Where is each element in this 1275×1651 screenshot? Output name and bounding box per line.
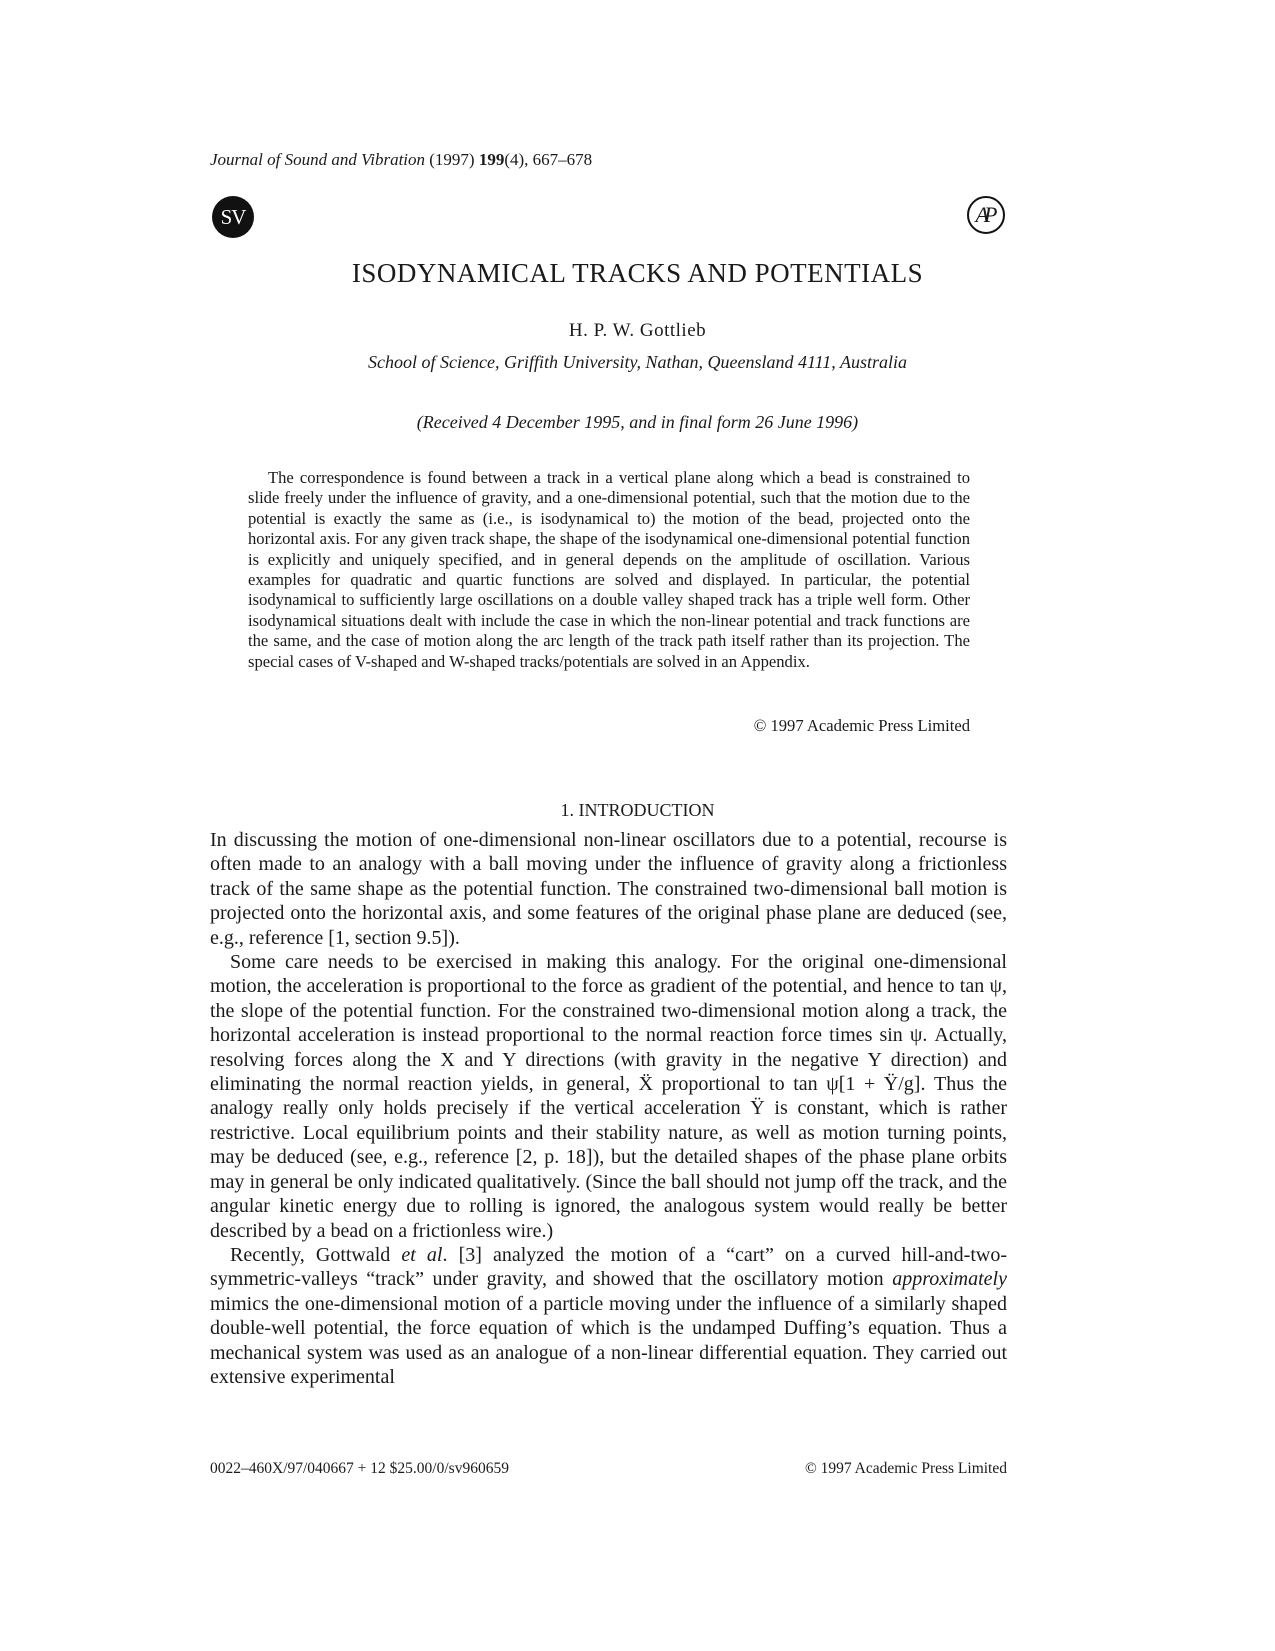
paragraph-3-tail: mimics the one-dimensional motion of a particle moving under the influence of a similarly shaped double-well potential, the force equation of which is the undamped Duffing’s equation. Thus a mechanical system was used as an analogue of a non-linear differential equation. They carried out extensive experimental	[210, 1292, 1007, 1388]
paragraph-3-emphasis: approximately	[892, 1268, 1007, 1291]
paragraph-3-etal: et al	[401, 1243, 443, 1266]
abstract-text: The correspondence is found between a track in a vertical plane along which a bead is constrained to slide freely under the influence of gravity, and a one-dimensional potential, such that the motion due to the potential is exactly the same as (i.e., is isodynamical to) the motion of the bead, projected onto the horizontal axis. For any given track shape, the shape of the isodynamical one-dimensional potential function is explicitly and uniquely specified, and in general depends on the amplitude of oscillation. Various examples for quadratic and quartic functions are solved and displayed. In particular, the potential isodynamical to sufficiently large oscillations on a double valley shaped track has a triple well form. Other isodynamical situations dealt with include the case in which the non-linear potential and track functions are the same, and the case of motion along the arc length of the track path itself rather than its projection. The special cases of V-shaped and W-shaped tracks/potentials are solved in an Appendix.	[248, 468, 970, 671]
author-name: H. P. W. Gottlieb	[568, 320, 707, 341]
paragraph-3-mid: . [3] analyzed the motion of a “cart” on a curved hill-and-two-symmetric-valleys “track” under gravity, and showed that the oscillatory motion	[210, 1243, 1007, 1291]
section-heading: 1. INTRODUCTION	[560, 800, 715, 820]
ap-logo	[967, 196, 1005, 234]
sv-logo-text: SV	[220, 204, 246, 229]
journal-volume: 199	[478, 150, 505, 169]
journal-name: Journal of Sound and Vibration	[210, 150, 426, 169]
author-affiliation: School of Science, Griffith University, Nathan, Queensland 4111, Australia	[368, 352, 907, 372]
footer-copyright: © 1997 Academic Press Limited	[804, 1460, 1007, 1477]
paragraph-3-lead: Recently, Gottwald	[230, 1243, 391, 1266]
paper-title: ISODYNAMICAL TRACKS AND POTENTIALS	[351, 258, 924, 288]
journal-citation	[210, 150, 592, 170]
paragraph-3	[210, 1243, 1007, 1389]
ap-logo-text: AP	[975, 202, 993, 227]
abstract	[248, 468, 970, 672]
abstract-copyright: © 1997 Academic Press Limited	[753, 716, 970, 735]
sv-logo	[212, 196, 254, 238]
body-text	[210, 828, 1007, 1389]
paragraph-1: In discussing the motion of one-dimensional non-linear oscillators due to a potential, recourse is often made to an analogy with a ball moving under the influence of gravity along a frictionless track of the same shape as the potential function. The constrained two-dimensional ball motion is projected onto the horizontal axis, and some features of the original phase plane are deduced (see, e.g., reference [1, section 9.5]).	[210, 829, 1007, 949]
journal-issue-pages: (4), 667–678	[504, 150, 593, 169]
paragraph-2: Some care needs to be exercised in making this analogy. For the original one-dimensional motion, the acceleration is proportional to the force as gradient of the potential, and hence to tan ψ, the slope of the potential function. For the constrained two-dimensional motion along a track, the horizontal acceleration is instead proportional to the normal reaction force times sin ψ. Actually, resolving forces along the X and Y directions (with gravity in the negative Y direction) and eliminating the normal reaction yields, in general, Ẍ proportional to tan ψ[1 + Ÿ/g]. Thus the analogy really only holds precisely if the vertical acceleration Ÿ is constant, which is rather restrictive. Local equilibrium points and their stability nature, as well as motion turning points, may be deduced (see, e.g., reference [2, p. 18]), but the detailed shapes of the phase plane orbits may in general be only indicated qualitatively. (Since the ball should not jump off the track, and the angular kinetic energy due to rolling is ignored, the analogous system would really be better described by a bead on a frictionless wire.)	[210, 951, 1007, 1242]
received-dates: (Received 4 December 1995, and in final form 26 June 1996)	[416, 412, 859, 432]
footer-code: 0022–460X/97/040667 + 12 $25.00/0/sv960659	[210, 1460, 509, 1477]
journal-year: (1997)	[429, 150, 475, 169]
